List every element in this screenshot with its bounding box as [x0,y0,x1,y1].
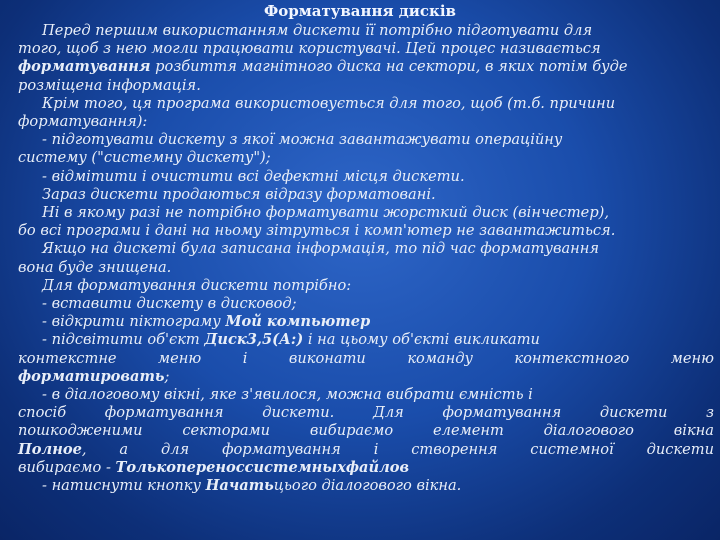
list-item: - відмітити і очистити всі дефектні місця дискети. [42,167,465,185]
text-line: Перед першим використанням дискети її потрібно підготувати для [42,22,593,39]
text-line: вибираємо - Толькопереноссистемныхфайлов [18,458,410,476]
list-item: - вставити дискету в дисковод; [42,295,297,313]
term-formatting: форматування [18,58,151,76]
text-line: форматировать; [18,367,170,385]
term-full: Полное [18,440,82,458]
list-item: - в діалоговому вікні, яке з'явилося, можна вибрати ємність і [42,386,533,404]
text-line: Зараз дискети продаються відразу форматовані. [42,185,436,203]
list-item: - підготувати дискету з якої можна завантажувати операційну [42,131,563,149]
list-item: - підсвітити об'єкт Диск3,5(А:) і на цьому об'єкті викликати [42,331,540,349]
slide-title: Форматування дисків [264,2,456,20]
text-line: форматування): [18,113,148,131]
text-line: форматування розбиття магнітного диска на сектори, в яких потім буде [18,58,628,76]
text-line: Для форматування дискети потрібно: [42,276,352,294]
slide-body [18,22,714,495]
text-line: Полное, а для форматування і створення системної дискети [18,440,714,458]
text-line: розміщена інформація. [18,76,201,94]
term-my-computer: Мой компьютер [225,313,371,331]
text-line: спосіб форматування дискети. Для форматування дискети з [18,404,714,422]
text-line: контекстне меню і виконати команду контекстного меню [18,349,714,367]
text-line: пошкодженими секторами вибираємо елемент діалогового вікна [18,422,714,440]
text-line: Якщо на дискеті була записана інформація, то під час форматування [42,240,600,258]
term-start: Начать [205,477,274,495]
text-line: вона буде знищена. [18,258,172,276]
text-line: Ні в якому разі не потрібно форматувати жорсткий диск (вінчестер), [42,204,609,222]
text-line: Крім того, ця програма використовується для того, щоб (т.б. причини [42,94,616,112]
text-line: того, щоб з нею могли працювати користувачі. Цей процес називається [18,40,601,58]
text-line: бо всі програми і дані на ньому зітруться і комп'ютер не завантажиться. [18,222,616,240]
list-item: - відкрити піктограму Мой компьютер [42,313,371,331]
term-disk-a: Диск3,5(А:) [204,331,304,349]
list-item: - натиснути кнопку Начатьцього діалогового вікна. [42,477,462,495]
text-line: систему ("системну дискету"); [18,149,271,167]
term-format: форматировать [18,367,165,385]
term-system-files: Толькопереноссистемныхфайлов [115,458,410,476]
